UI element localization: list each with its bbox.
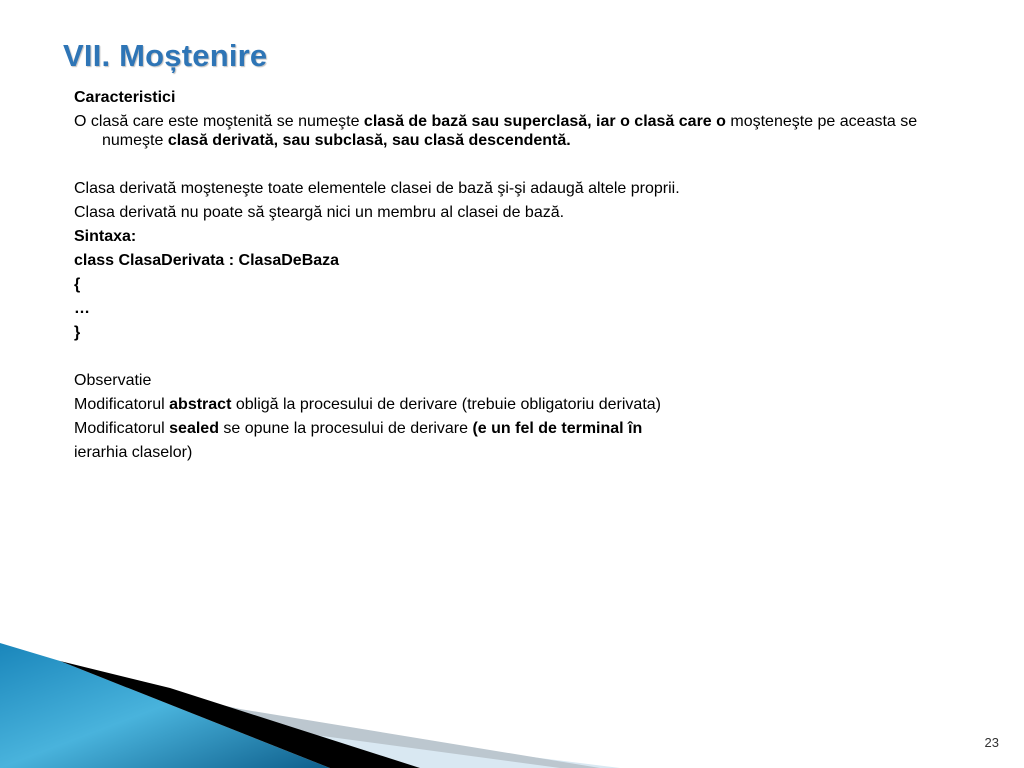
code-line-ellipsis: … [74,300,90,317]
sealed-bold-note: (e un fel de terminal în [472,420,643,437]
syntax-label: Sintaxa: [74,228,137,245]
definition-bold-1: clasă de bază sau superclasă, iar o clasă care o [363,113,726,130]
definition-paragraph [74,112,954,150]
sealed-paragraph-continued: ierarhia claselor) [74,444,193,461]
corner-decoration [0,643,1024,768]
code-line-open-brace: { [74,276,81,293]
slide-title: VII. Moștenire [63,38,268,73]
sealed-keyword: sealed [169,420,219,437]
slide-content [74,88,954,467]
sealed-text-2: se opune la procesului de derivare [218,420,473,437]
definition-bold-2: clasă derivată, sau subclasă, sau clasă descendentă. [167,132,571,149]
inherit-paragraph: Clasa derivată moşteneşte toate elementele clasei de bază şi-şi adaugă altele proprii. [74,180,680,197]
observatie-heading: Observatie [74,372,152,389]
definition-text-2: moşteneşte pe aceasta se numeşte [102,113,918,149]
definition-text-1: O clasă care este moştenită se numeşte [74,113,364,130]
abstract-paragraph [74,395,954,414]
abstract-keyword: abstract [169,396,232,413]
abstract-text-2: obligă la procesului de derivare (trebuie obligatoriu derivata) [231,396,661,413]
code-line-close-brace: } [74,324,81,341]
code-line-class: class ClasaDerivata : ClasaDeBaza [74,252,340,269]
abstract-text-1: Modificatorul [74,396,170,413]
blue-wave-shape [0,643,330,768]
sealed-paragraph [74,419,954,438]
spacer [74,155,954,179]
delete-paragraph: Clasa derivată nu poate să şteargă nici un membru al clasei de bază. [74,204,565,221]
sealed-text-1: Modificatorul [74,420,170,437]
spacer [74,347,954,371]
heading-caracteristici: Caracteristici [74,89,176,106]
page-number: 23 [984,735,999,750]
